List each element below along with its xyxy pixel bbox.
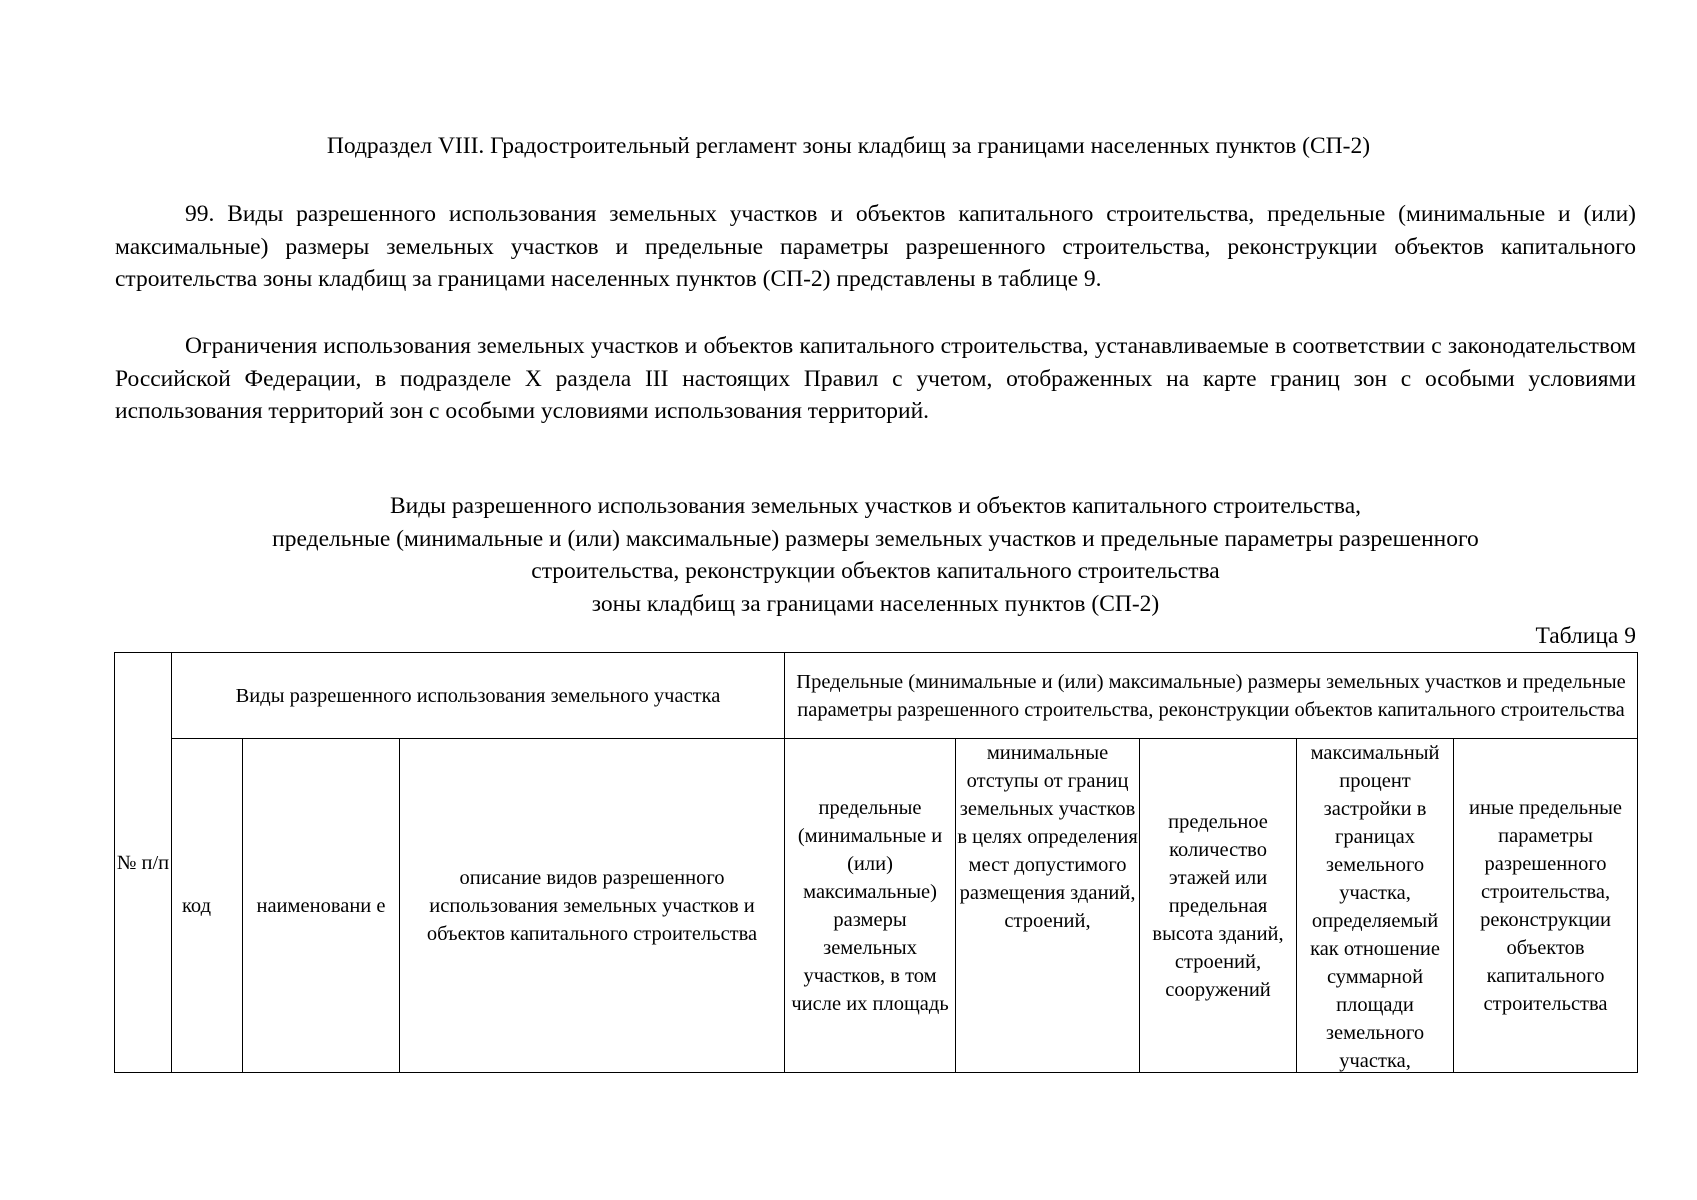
caption-line: строительства, реконструкции объектов капитального строительства [531,558,1220,584]
table-number: Таблица 9 [1535,623,1636,649]
header-plot-size: предельные (минимальные и (или) максимальные) размеры земельных участков, в том числе их площадь [785,739,956,1073]
caption-line: предельные (минимальные и (или) максимальные) размеры земельных участков и предельные параметры разрешенного [272,525,1479,552]
caption-line: зоны кладбищ за границами населенных пунктов (СП-2) [591,590,1160,617]
header-setbacks-cell [956,739,1140,1073]
header-floors: предельное количество этажей или предельная высота зданий, строений, сооружений [1140,739,1297,1073]
table-caption [115,490,1636,620]
header-coverage-cell [1297,739,1454,1073]
header-group-params: Предельные (минимальные и (или) максимальные) размеры земельных участков и предельные параметры разрешенного строительства, реконструкции объектов капитального строительства [785,653,1638,739]
regulations-table [114,652,1638,1073]
header-number: № п/п [115,653,172,1073]
paragraph-restrictions: Ограничения использования земельных участков и объектов капитального строительства, устанавливаемые в соответствии с законодательством Российской Федерации, в подразделе X раздела III настоящих Правил с учетом, отображенных на карте границ зон с особыми условиями использования территорий зон с особыми условиями использования территорий. [115,333,1636,424]
subsection-title: Подраздел VIII. Градостроительный регламент зоны кладбищ за границами населенных пунктов (СП-2) [326,133,1371,159]
caption-line: Виды разрешенного использования земельных участков и объектов капитального строительства, [389,493,1362,519]
header-code: код [172,739,243,1073]
header-coverage: максимальный процент застройки в границах земельного участка, определяемый как отношение суммарной площади земельного участка, [1310,742,1440,1072]
header-description: описание видов разрешенного использования земельных участков и объектов капитального строительства [400,739,785,1073]
header-setbacks: минимальные отступы от границ земельных участков в целях определения мест допустимого размещения зданий, строений, [957,742,1138,932]
header-name: наименовани е [243,739,400,1073]
header-group-uses: Виды разрешенного использования земельного участка [172,653,785,739]
paragraph-99: 99. Виды разрешенного использования земельных участков и объектов капитального строительства, предельные (минимальные и (или) максимальные) размеры земельных участков и предельные параметры разрешенного строительства, реконструкции объектов капитального строительства зоны кладбищ за границами населенных пунктов (СП-2) представлены в таблице 9. [115,201,1636,292]
header-other-params: иные предельные параметры разрешенного строительства, реконструкции объектов капитального строительства [1454,739,1638,1073]
